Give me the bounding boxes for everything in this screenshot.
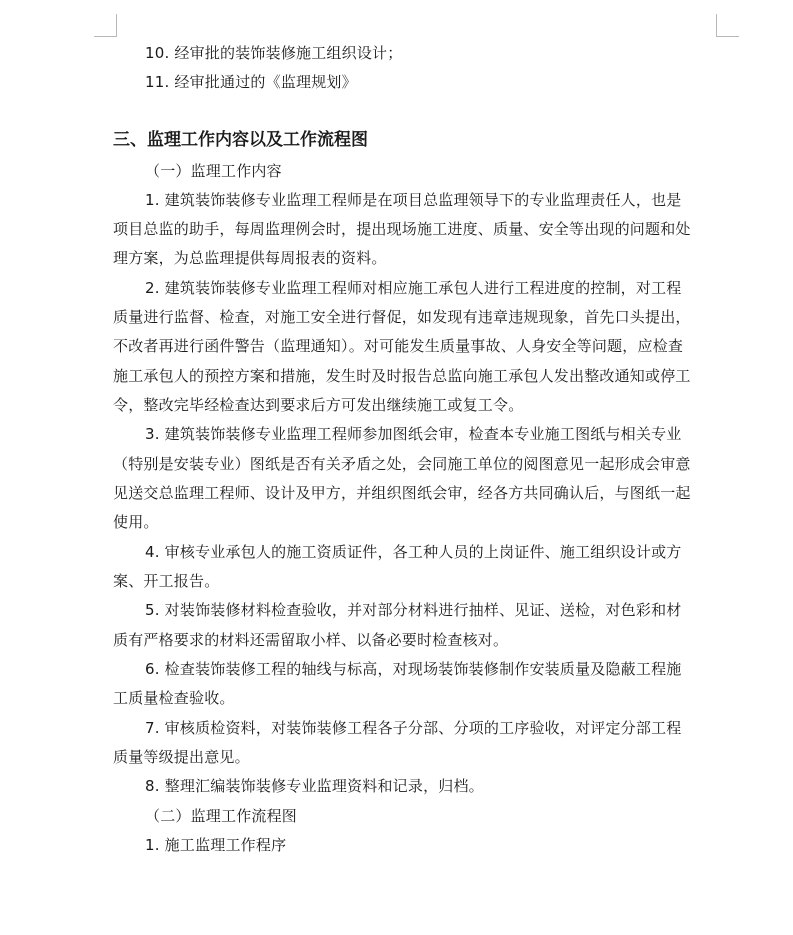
crop-mark-top-left: [94, 14, 117, 37]
text-line: 施工承包人的预控方案和措施，发生时及时报告总监向施工承包人发出整改通知或停工: [113, 367, 691, 385]
text-line: 见送交总监理工程师、设计及甲方，并组织图纸会审，经各方共同确认后，与图纸一起: [113, 484, 691, 502]
text-line: 10. 经审批的装饰装修施工组织设计；: [145, 44, 403, 62]
text-line: 案、开工报告。: [113, 572, 220, 590]
section-heading: 三、监理工作内容以及工作流程图: [113, 130, 368, 150]
text-line: 8. 整理汇编装饰装修专业监理资料和记录，归档。: [145, 777, 484, 795]
text-line: 工质量检查验收。: [113, 689, 235, 707]
text-line: 4. 审核专业承包人的施工资质证件，各工种人员的上岗证件、施工组织设计或方: [145, 543, 682, 561]
text-line: （特别是安装专业）图纸是否有关矛盾之处，会同施工单位的阅图意见一起形成会审意: [113, 455, 691, 473]
text-line: 2. 建筑装饰装修专业监理工程师对相应施工承包人进行工程进度的控制，对工程: [145, 279, 682, 297]
text-line: 质量进行监督、检查，对施工安全进行督促，如发现有违章违规现象，首先口头提出，: [113, 308, 691, 326]
text-line: 使用。: [113, 513, 159, 531]
crop-mark-top-right: [716, 14, 739, 37]
text-line: 1. 施工监理工作程序: [145, 836, 287, 854]
subsection-heading: （一）监理工作内容: [145, 162, 282, 180]
text-line: 质有严格要求的材料还需留取小样、以备必要时检查核对。: [113, 631, 509, 649]
text-line: 项目总监的助手，每周监理例会时，提出现场施工进度、质量、安全等出现的问题和处: [113, 220, 691, 238]
text-line: 5. 对装饰装修材料检查验收，并对部分材料进行抽样、见证、送检，对色彩和材: [145, 601, 682, 619]
subsection-heading: （二）监理工作流程图: [145, 807, 298, 825]
text-line: 1. 建筑装饰装修专业监理工程师是在项目总监理领导下的专业监理责任人，也是: [145, 191, 682, 209]
text-line: 3. 建筑装饰装修专业监理工程师参加图纸会审，检查本专业施工图纸与相关专业: [145, 425, 682, 443]
text-line: 质量等级提出意见。: [113, 748, 250, 766]
text-line: 11. 经审批通过的《监理规划》: [145, 73, 357, 91]
text-line: 6. 检查装饰装修工程的轴线与标高，对现场装饰装修制作安装质量及隐蔽工程施: [145, 660, 682, 678]
text-line: 不改者再进行函件警告（监理通知）。对可能发生质量事故、人身安全等问题，应检查: [113, 337, 684, 355]
text-line: 7. 审核质检资料，对装饰装修工程各子分部、分项的工序验收，对评定分部工程: [145, 719, 682, 737]
text-line: 令，整改完毕经检查达到要求后方可发出继续施工或复工令。: [113, 396, 524, 414]
text-line: 理方案，为总监理提供每周报表的资料。: [113, 249, 387, 267]
